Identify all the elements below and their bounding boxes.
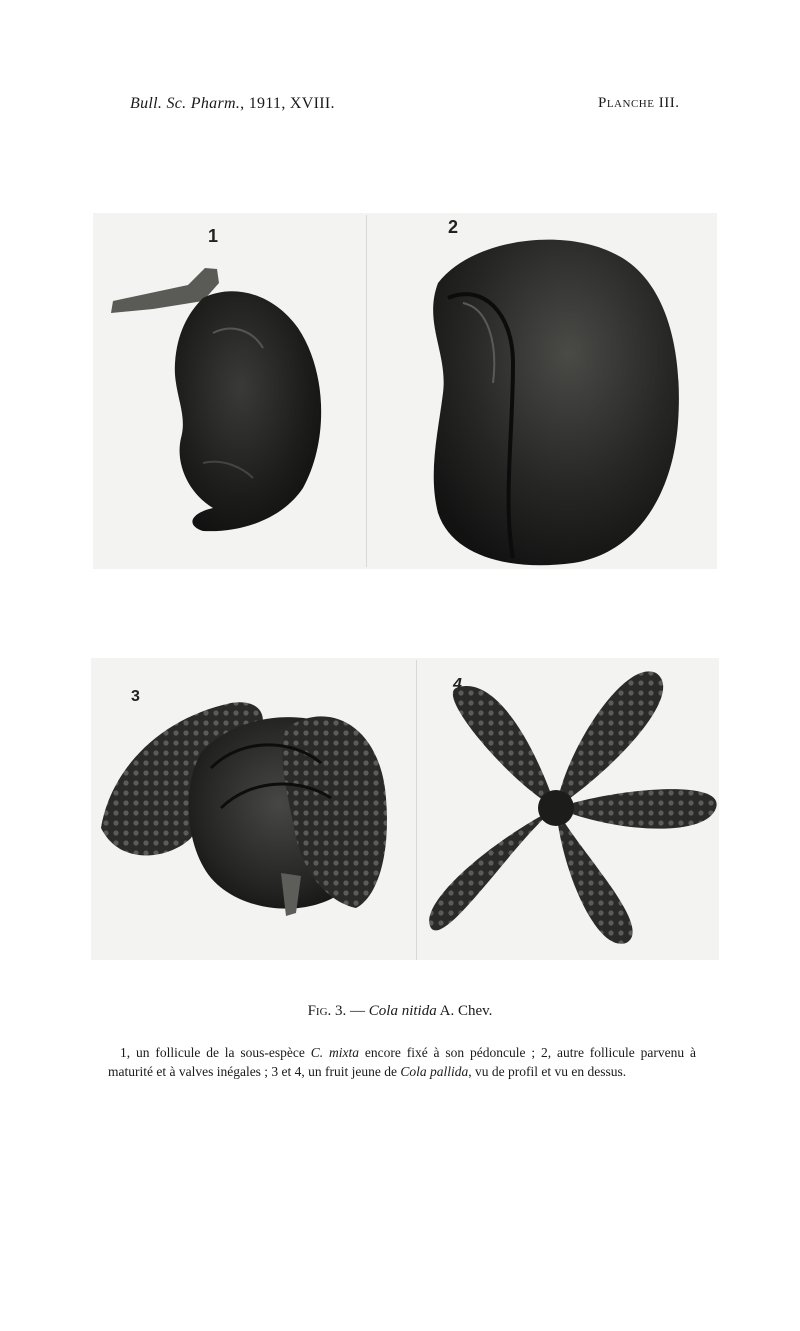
figure-species: Cola nitida <box>368 1003 437 1019</box>
follicle-1 <box>175 291 321 531</box>
running-header-plate <box>598 95 679 112</box>
panel-number-4: 4 <box>453 676 462 693</box>
plate-number: III. <box>658 95 680 111</box>
figure-dash: — <box>346 1003 369 1019</box>
photo-fruits-3-4 <box>91 658 719 960</box>
plate-word: Planche <box>598 95 655 111</box>
legend-part-2: encore fixé à son pédoncule ; 2, autre follicule parvenu à maturité et à valves inégales ; 3 et 4, un fruit jeune de <box>108 1045 696 1079</box>
legend-part-1: 1, un follicule de la sous-espèce <box>120 1045 311 1060</box>
panel-number-1: 1 <box>208 226 219 246</box>
running-header-journal <box>130 95 335 113</box>
legend-taxon-1: C. mixta <box>310 1045 359 1060</box>
figure-author: A. Chev. <box>436 1003 493 1019</box>
photo-plate-top <box>93 213 717 569</box>
fruit-4-star <box>429 671 716 943</box>
legend-part-3: , vu de profil et vu en dessus. <box>468 1064 627 1079</box>
journal-title: Bull. Sc. Pharm. <box>130 95 241 112</box>
figure-caption-title <box>0 1003 800 1020</box>
legend-taxon-2: Cola pallida <box>400 1064 469 1079</box>
plate-divider-bottom <box>416 660 417 960</box>
follicle-2 <box>433 240 679 566</box>
figure-label: Fig. 3. <box>307 1003 347 1019</box>
figure-legend <box>108 1043 696 1081</box>
panel-number-3: 3 <box>131 688 140 705</box>
fruit-3-stalk <box>281 873 301 916</box>
photo-plate-bottom <box>91 658 719 960</box>
panel-number-2: 2 <box>448 217 459 237</box>
photo-follicles-1-2 <box>93 213 717 569</box>
plate-divider-top <box>366 215 367 567</box>
journal-year-volume: , 1911, XVIII. <box>240 95 335 112</box>
